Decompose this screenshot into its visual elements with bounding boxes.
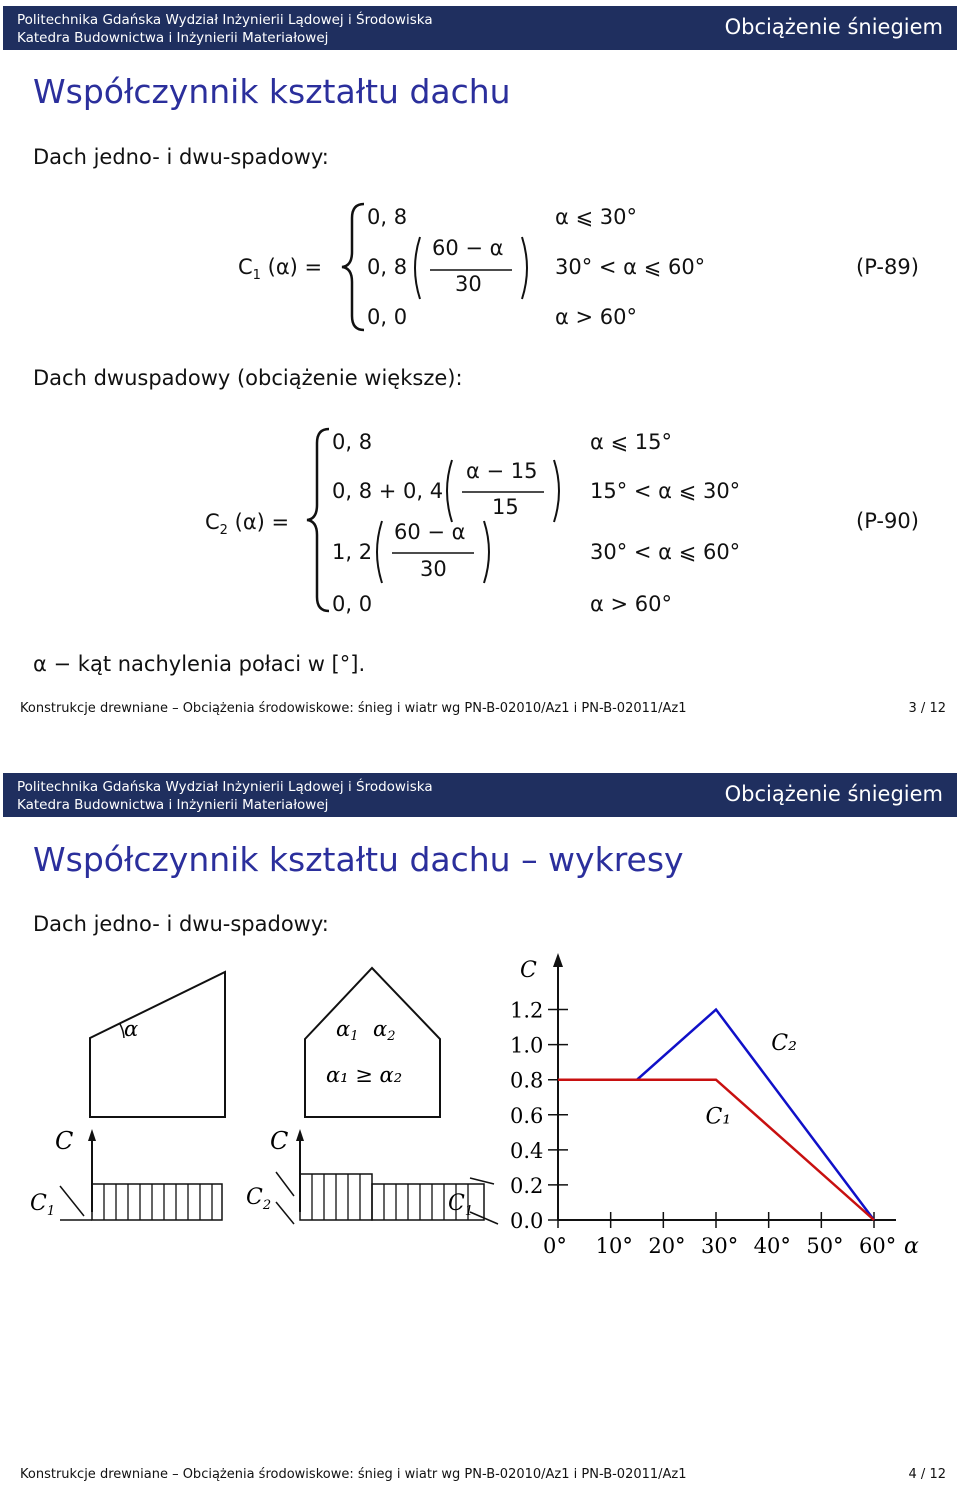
intro-text: Dach jedno- i dwu-spadowy: [33,912,329,936]
chart-axes [510,953,896,1258]
x-tick-label: 20° [648,1234,686,1258]
chart-ylabel: C [520,958,537,983]
c-axis-label: C [270,1127,289,1155]
alpha2-label: α2 [373,1017,396,1044]
y-tick-label: 0.8 [510,1068,544,1093]
header-department: Katedra Budownictwa i Inżynierii Materiałowej [17,797,329,813]
header-section: Obciążenie śniegiem [724,782,943,806]
x-tick-label: 30° [701,1234,739,1258]
x-tick-label: 0° [543,1234,567,1258]
load-axis-arrow [296,1129,304,1141]
c2-equation-label: (P-90) [856,509,919,533]
c1-lhs: $C_1$ (α) = [238,255,323,284]
y-axis-arrow [553,953,563,967]
c1-case3-condition: α > 60° [555,305,638,329]
c2-case1-value: 0, 8 [332,430,373,454]
c1-case2-coef: 0, 8 [367,255,408,279]
c2-lhs: $C_2$ (α) = [205,510,290,539]
c1-case1-value: 0, 8 [367,205,408,229]
c1-case2-condition: 30° < α ⩽ 60° [555,255,706,279]
load-hatching [312,1174,468,1220]
series-label-c2: C₂ [771,1030,797,1056]
y-tick-label: 0.0 [510,1209,544,1233]
header-university: Politechnika Gdańska Wydział Inżynierii Lądowej i Środowiska [17,12,433,28]
series-line [558,1080,874,1220]
alpha-condition: α₁ ≥ α₂ [326,1063,403,1087]
header-bar [3,6,957,50]
header-section: Obciążenie śniegiem [724,15,943,39]
load-axis-arrow [88,1129,96,1141]
c2-case3-condition: 30° < α ⩽ 60° [590,540,741,564]
header-department: Katedra Budownictwa i Inżynierii Materiałowej [17,30,329,46]
c2-case1-condition: α ⩽ 15° [590,430,673,454]
c2-case4-value: 0, 0 [332,592,373,616]
c1-label: $C_1$ [448,1191,474,1219]
mono-pitch-roof-diagram [30,972,225,1220]
x-tick-label: 40° [753,1234,791,1258]
chart-xlabel: α [904,1234,919,1259]
y-tick-label: 0.2 [510,1173,544,1198]
c2-case2-numerator: α − 15 [466,459,538,483]
alpha-note: α − kąt nachylenia połaci w [°]. [33,652,366,676]
shape-coefficient-chart [495,947,945,1267]
c1-case1-condition: α ⩽ 30° [555,205,638,229]
mono-pitch-building [90,972,225,1117]
c2-case4-condition: α > 60° [590,592,673,616]
intro-text: Dach jedno- i dwu-spadowy: [33,145,329,169]
c1-case2-numerator: 60 − α [432,236,504,260]
x-tick-label: 60° [859,1234,897,1258]
c1-equation-label: (P-89) [856,255,919,279]
c2-case3-denominator: 30 [420,557,447,581]
c1-label: $C_1$ [30,1191,56,1219]
c1-case3-value: 0, 0 [367,305,408,329]
header-university: Politechnika Gdańska Wydział Inżynierii Lądowej i Środowiska [17,779,433,795]
tick-mark [276,1202,294,1224]
duo-pitch-building [305,968,440,1117]
y-tick-label: 1.0 [510,1033,544,1058]
x-tick-label: 50° [806,1234,844,1258]
c2-label: $C_2$ [246,1185,272,1213]
page-number: 3 / 12 [908,701,946,716]
series-label-c1: C₁ [705,1104,732,1130]
slide-3 [0,0,960,740]
load-block [92,1184,222,1220]
duo-pitch-roof-diagram [246,968,498,1224]
footer-text: Konstrukcje drewniane – Obciążenia środowiskowe: śnieg i wiatr wg PN-B-02010/Az1 i PN-B-02011/Az1 [20,701,687,716]
c1-case2-denominator: 30 [455,272,482,296]
load-hatching [104,1184,212,1220]
slide-title: Współczynnik kształtu dachu [33,72,511,111]
y-tick-label: 0.6 [510,1103,544,1128]
c2-brace [305,425,335,615]
tick-mark [470,1178,494,1184]
alpha1-label: α1 [336,1017,359,1044]
slide-4 [0,772,960,1485]
c1-brace [340,200,370,335]
y-tick-label: 1.2 [510,998,544,1023]
page-number: 4 / 12 [908,1467,946,1482]
tick-mark [60,1186,84,1216]
footer-text: Konstrukcje drewniane – Obciążenia środowiskowe: śnieg i wiatr wg PN-B-02010/Az1 i PN-B-02011/Az1 [20,1467,687,1482]
c-axis-label: C [55,1127,74,1155]
tick-mark [276,1172,294,1196]
c2-case2-denominator: 15 [492,495,519,519]
alpha-label: α [124,1017,139,1041]
c2-case2-condition: 15° < α ⩽ 30° [590,479,741,503]
slide-title: Współczynnik kształtu dachu – wykresy [33,840,684,879]
c2-case2-coef: 0, 8 + 0, 4 [332,479,444,503]
c2-case3-coef: 1, 2 [332,540,373,564]
c2-case3-numerator: 60 − α [394,520,466,544]
y-tick-label: 0.4 [510,1138,544,1163]
dwuspadowy-heading: Dach dwuspadowy (obciążenie większe): [33,366,463,390]
x-tick-label: 10° [595,1234,633,1258]
